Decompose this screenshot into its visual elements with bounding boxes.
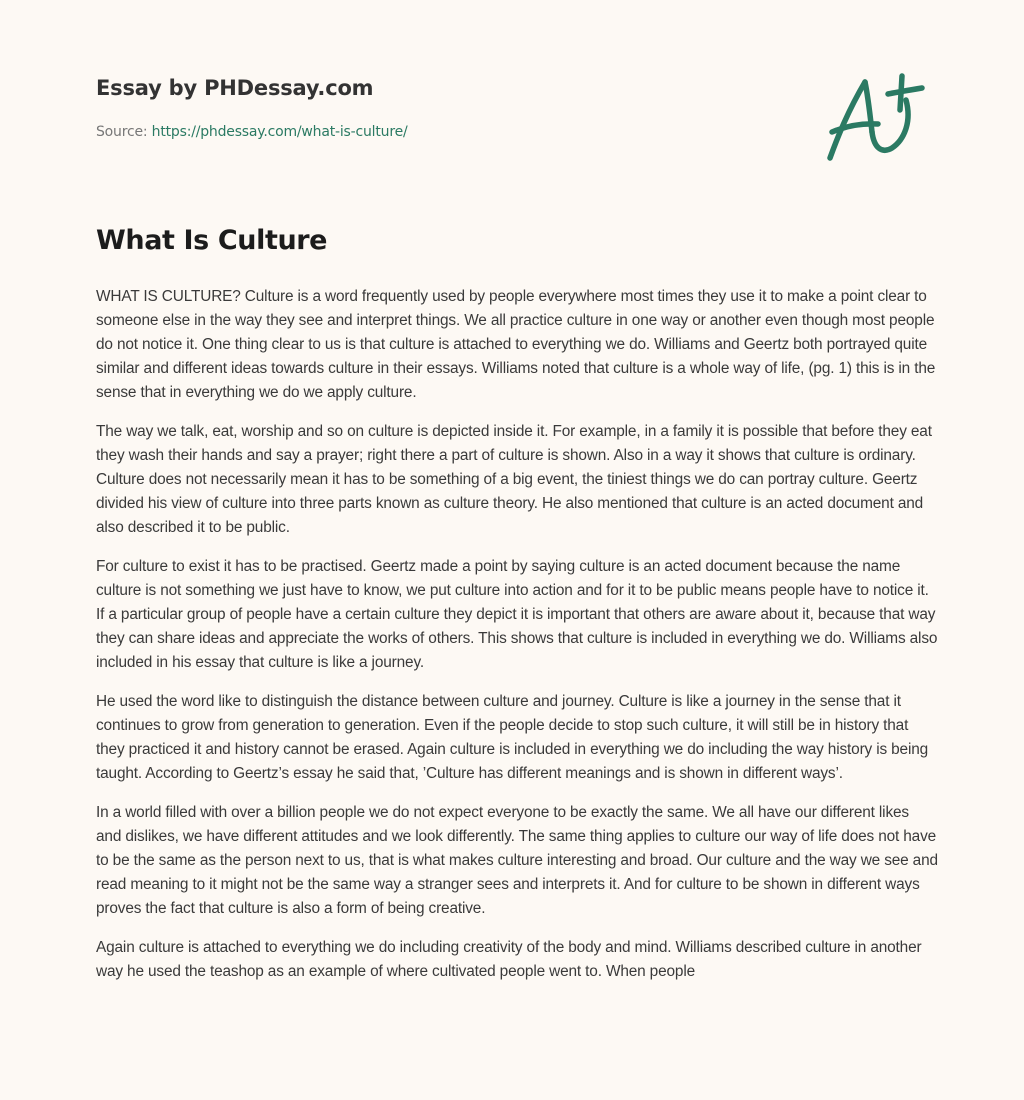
source-link[interactable]: https://phdessay.com/what-is-culture/ — [151, 124, 408, 140]
essay-paragraph: The way we talk, eat, worship and so on culture is depicted inside it. For example, in a family it is possible that before they eat they wash their hands and say a prayer; right there a part of culture is shown. Also in a way it shows that culture is ordinary. Culture does not necessarily mean it has to be something of a big event, the tiniest things we do can portray culture. Geertz divided his view of culture into three parts known as culture theory. He also mentioned that culture is an acted document and also described it to be public. — [96, 423, 932, 536]
essay-title: What Is Culture — [96, 225, 328, 256]
source-line — [96, 124, 408, 140]
essay-paragraph: He used the word like to distinguish the distance between culture and journey. Culture is like a journey in the sense that it continues to grow from generation to generation. Even if the people decide to stop such culture, it will still be in history that they practiced it and history cannot be erased. Again culture is included in everything we do including the way history is being taught. According to Geertz’s essay he said that, ’Culture has different meanings and is shown in different ways’. — [96, 693, 929, 782]
source-label: Source: — [96, 124, 152, 140]
essay-paragraph: WHAT IS CULTURE? Culture is a word frequently used by people everywhere most times they use it to make a point clear to someone else in the way they see and interpret things. We all practice culture in one way or another even though most people do not notice it. One thing clear to us is that culture is attached to everything we do. Williams and Geertz both portrayed quite similar and different ideas towards culture in their essays. Williams noted that culture is a whole way of life, (pg. 1) this is in the sense that in everything we do we apply culture. — [96, 288, 936, 401]
essay-body — [96, 285, 938, 999]
site-title: Essay by PHDessay.com — [96, 76, 374, 100]
essay-paragraph: In a world filled with over a billion people we do not expect everyone to be exactly the same. We all have our different likes and dislikes, we have different attitudes and we look differently. The same thing applies to culture our way of life does not have to be the same as the person next to us, that is what makes culture interesting and broad. Our culture and the way we see and read meaning to it might not be the same way a stranger sees and interprets it. And for culture to be shown in different ways proves the fact that culture is also a form of being creative. — [96, 804, 938, 917]
a-plus-grade-icon — [820, 66, 930, 166]
essay-paragraph: For culture to exist it has to be practised. Geertz made a point by saying culture is an acted document because the name culture is not something we just have to know, we put culture into action and for it to be public means people have to notice it. If a particular group of people have a certain culture they depict it is important that others are aware about it, because that way they can share ideas and appreciate the works of others. This shows that culture is included in everything we do. Williams also included in his essay that culture is like a journey. — [96, 558, 938, 671]
essay-paragraph: Again culture is attached to everything we do including creativity of the body and mind. Williams described culture in another way he used the teashop as an example of where cultivated people went to. When people — [96, 939, 922, 980]
